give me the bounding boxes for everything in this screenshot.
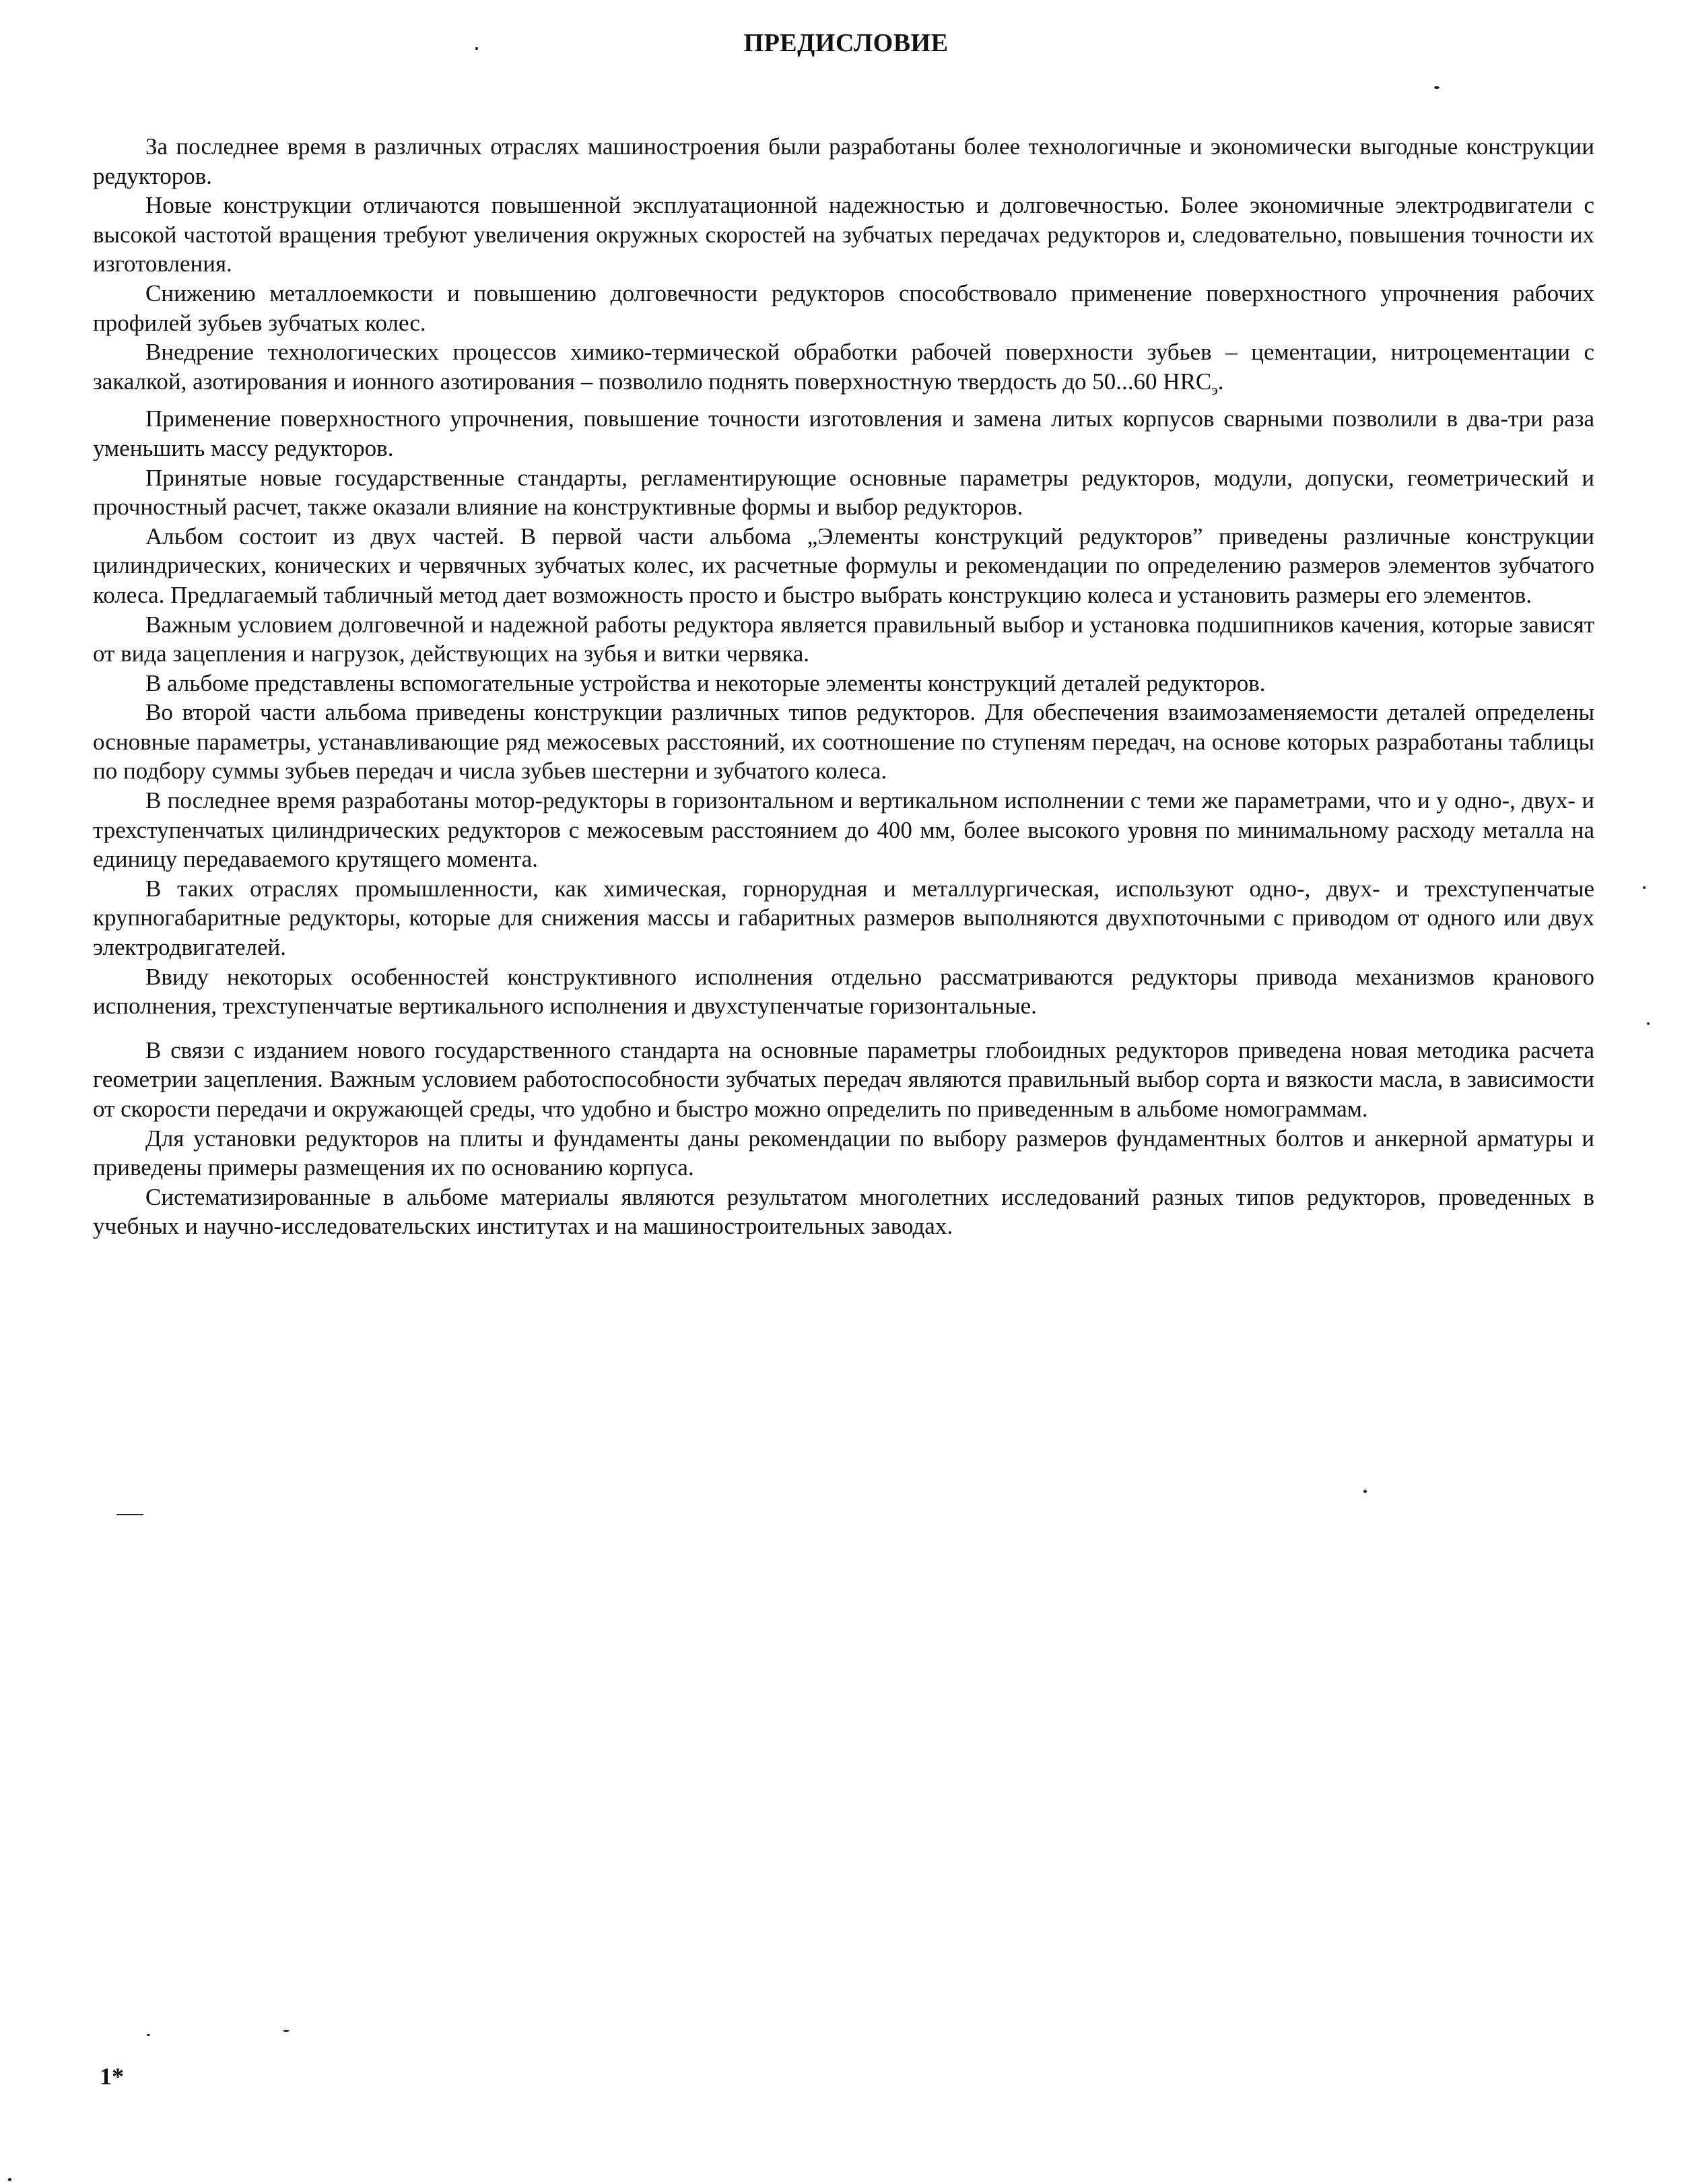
paragraph-1: За последнее время в различных отраслях машиностроения были разработаны более технологичные и экономически выгодные конструкции редукторов. xyxy=(93,133,1594,189)
page-title: ПРЕДИСЛОВИЕ xyxy=(743,29,949,57)
paragraph-7: Альбом состоит из двух частей. В первой части альбома „Элементы конструкций редукторов” приведены различные конструкции цилиндрических, конических и червячных зубчатых колес, их расчетные формулы и рекомендации по определению размеров элементов зубчатого колеса. Предлагаемый табличный метод дает возможность просто и быстро выбрать конструкцию колеса и установить размеры его элементов. xyxy=(93,523,1594,608)
page-number: 1* xyxy=(100,2063,124,2090)
paragraph-14: В связи с изданием нового государственного стандарта на основные параметры глобоидных редукторов приведена новая методика расчета геометрии зацепления. Важным условием работоспособности зубчатых передач являются правильный выбор сорта и вязкости масла, в зависимости от скорости передачи и окружающей среды, что удобно и быстро можно определить по приведенным в альбоме номограммам. xyxy=(93,1036,1594,1122)
paragraph-10: Во второй части альбома приведены конструкции различных типов редукторов. Для обеспечения взаимозаменяемости деталей определены основные параметры, устанавливающие ряд межосевых расстояний, их соотношение по ступеням передач, на основе которых разработаны таблицы по подбору суммы зубьев передач и числа зубьев шестерни и зубчатого колеса. xyxy=(93,699,1594,785)
paragraph-6: Принятые новые государственные стандарты, регламентирующие основные параметры редукторов, модули, допуски, геометрический и прочностный расчет, также оказали влияние на конструктивные формы и выбор редукторов. xyxy=(93,464,1594,521)
scan-speck xyxy=(1643,886,1646,889)
scan-speck xyxy=(1647,1022,1650,1025)
scan-speck xyxy=(147,2034,150,2036)
paragraph-12: В таких отраслях промышленности, как химическая, горнорудная и металлургическая, используют одно-, двух- и трехступенчатые крупногабаритные редукторы, которые для снижения массы и габаритных размеров выполняются двухпоточными с приводом от одного или двух электродвигателей. xyxy=(93,875,1594,961)
body-text xyxy=(93,132,1594,1241)
paragraph-2: Новые конструкции отличаются повышенной эксплуатационной надежностью и долговечностью. Более экономичные электродвигатели с высокой частотой вращения требуют увеличения окружных скоростей на зубчатых передачах редукторов и, следовательно, повышения точности их изготовления. xyxy=(93,192,1594,277)
scan-speck xyxy=(283,2030,290,2032)
paragraph-4-text: Внедрение технологических процессов химико-термической обработки рабочей поверхности зубьев – цементации, нитроцементации с закалкой, азотирования и ионного азотирования – позволило поднять поверхностную твердость до 50...60 HRC xyxy=(93,339,1594,395)
paragraph-13: Ввиду некоторых особенностей конструктивного исполнения отдельно рассматриваются редукторы привода механизмов кранового исполнения, трехступенчатые вертикального исполнения и двухступенчатые горизонтальные. xyxy=(93,963,1594,1020)
scan-speck xyxy=(1434,86,1440,89)
paragraph-16: Систематизированные в альбоме материалы являются результатом многолетних исследований разных типов редукторов, проведенных в учебных и научно-исследовательских институтах и на машиностроительных заводах. xyxy=(93,1183,1594,1240)
paragraph-15: Для установки редукторов на плиты и фундаменты даны рекомендации по выбору размеров фундаментных болтов и анкерной арматуры и приведены примеры размещения их по основанию корпуса. xyxy=(93,1125,1594,1181)
paragraph-4-tail: . xyxy=(1217,368,1224,395)
paragraph-5: Применение поверхностного упрочнения, повышение точности изготовления и замена литых корпусов сварными позволили в два-три раза уменьшить массу редукторов. xyxy=(93,405,1594,461)
scan-speck xyxy=(1363,1490,1367,1493)
paragraph-8: Важным условием долговечной и надежной работы редуктора является правильный выбор и установка подшипников качения, которые зависят от вида зацепления и нагрузок, действующих на зубья и витки червяка. xyxy=(93,611,1594,667)
scan-speck xyxy=(116,1514,143,1515)
paragraph-11: В последнее время разработаны мотор-редукторы в горизонтальном и вертикальном исполнении с теми же параметрами, что и у одно-, двух- и трехступенчатых цилиндрических редукторов с межосевым расстоянием до 400 мм, более высокого уровня по минимальному расходу металла на единицу передаваемого крутящего момента. xyxy=(93,787,1594,873)
scan-speck xyxy=(475,47,478,50)
scan-speck xyxy=(8,2178,11,2181)
paragraph-4 xyxy=(93,337,1594,404)
paragraph-9: В альбоме представлены вспомогательные устройства и некоторые элементы конструкций деталей редукторов. xyxy=(145,669,1266,696)
hardness-subscript: э xyxy=(1211,380,1218,398)
paragraph-3: Снижению металлоемкости и повышению долговечности редукторов способствовало применение поверхностного упрочнения рабочих профилей зубьев зубчатых колес. xyxy=(93,279,1594,336)
